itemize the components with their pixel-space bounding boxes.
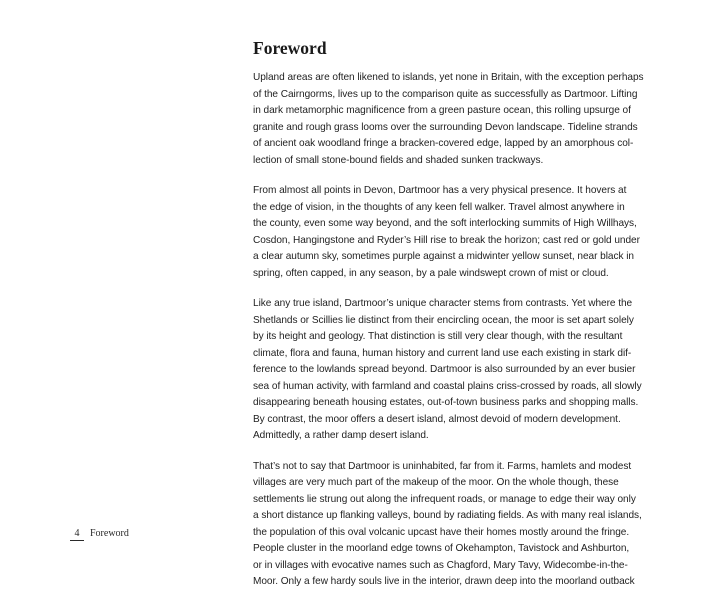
text-line: a clear autumn sky, sometimes purple against a midwinter yellow sunset, near black in: [253, 251, 634, 262]
text-line: in dark metamorphic magnificence from a green pasture ocean, this rolling upsurge of: [253, 105, 631, 116]
page-footer: [70, 528, 129, 541]
text-line: Admittedly, a rather damp desert island.: [253, 430, 429, 441]
chapter-heading: Foreword: [253, 38, 327, 58]
text-line: spring, often capped, in any season, by a pale windswept crown of mist or cloud.: [253, 267, 609, 279]
running-title: Foreword: [90, 528, 129, 539]
text-line: granite and rough grass looms over the surrounding Devon landscape. Tideline strands: [253, 121, 638, 133]
text-line: of the Cairngorms, lives up to the comparison quite as successfully as Dartmoor. Lifting: [253, 88, 638, 100]
text-line: Moor. Only a few hardy souls live in the interior, drawn deep into the moorland outback: [253, 576, 635, 587]
text-line: the county, even some way beyond, and the soft interlocking summits of High Willhays,: [253, 218, 637, 229]
text-line: ference to the lowlands spread beyond. Dartmoor is also surrounded by an ever busier: [253, 364, 636, 375]
text-line: By contrast, the moor offers a desert island, almost devoid of modern development.: [253, 413, 621, 425]
text-line: of ancient oak woodland fringe a bracken-covered edge, lapped by an amorphous col-: [253, 138, 634, 149]
text-line: the edge of vision, in the thoughts of any keen fell walker. Travel almost anywhere in: [253, 201, 625, 213]
body-text: [253, 70, 644, 605]
text-line: Shetlands or Scillies lie distinct from their encircling ocean, the moor is set apart solely: [253, 314, 634, 326]
text-line: Cosdon, Hangingstone and Ryder’s Hill rise to break the horizon; cast red or gold under: [253, 234, 640, 246]
text-line: or in villages with evocative names such as Chagford, Mary Tavy, Widecombe-in-the-: [253, 559, 628, 571]
text-line: Like any true island, Dartmoor’s unique character stems from contrasts. Yet where the: [253, 298, 633, 309]
paragraph: [253, 459, 642, 591]
paragraph: [253, 70, 644, 169]
text-line: sea of human activity, with farmland and coastal plains criss-crossed by roads, all slowly: [253, 380, 642, 392]
paragraph: [253, 296, 642, 445]
text-line: Upland areas are often likened to islands, yet none in Britain, with the exception perhaps: [253, 72, 644, 83]
text-line: People cluster in the moorland edge towns of Okehampton, Tavistock and Ashburton,: [253, 543, 630, 554]
paragraph: [253, 183, 640, 282]
text-line: lection of small stone-bound fields and shaded sunken trackways.: [253, 154, 544, 166]
page-number: 4: [70, 528, 84, 541]
text-line: That’s not to say that Dartmoor is uninhabited, far from it. Farms, hamlets and modest: [253, 460, 632, 472]
text-line: the population of this oval volcanic upcast have their homes mostly around the fringe.: [253, 526, 630, 538]
text-line: disappearing beneath housing estates, out-of-town business parks and shopping malls.: [253, 397, 639, 408]
text-line: climate, flora and fauna, human history and current land use each existing in stark dif-: [253, 347, 632, 359]
text-line: by its height and geology. That distinction is still very clear though, with the resultant: [253, 331, 623, 342]
text-line: settlements lie strung out along the infrequent roads, or manage to edge their way only: [253, 493, 636, 505]
text-line: villages are very much part of the makeup of the moor. On the whole though, these: [253, 477, 619, 488]
text-line: a short distance up flanking valleys, bound by radiating fields. As with many real islands,: [253, 510, 642, 521]
text-line: From almost all points in Devon, Dartmoor has a very physical presence. It hovers at: [253, 185, 627, 196]
